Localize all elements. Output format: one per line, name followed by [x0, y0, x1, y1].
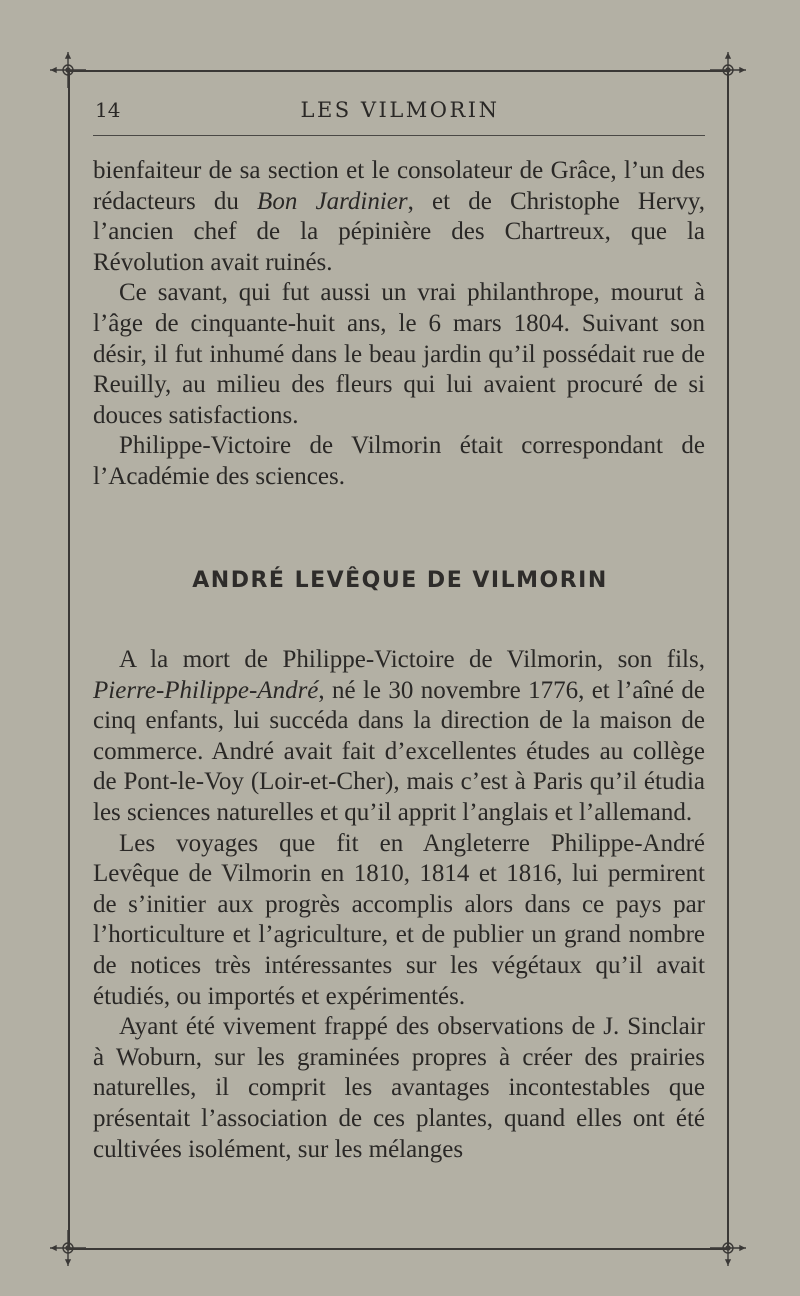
section-heading: ANDRÉ LEVÊQUE DE VILMORIN — [192, 568, 608, 593]
text-run: Ce savant, qui fut aussi un vrai philanthrope, mourut à l’âge de cinquante-huit ans, le 6 mars 1804. Suivant son désir, il fut inhumé dans le beau jardin qu’il possédait rue de Reuilly, au milieu des fleurs qui lui avaient procuré de si douces satisfactions. — [93, 279, 705, 429]
frame-bottom-rule — [68, 1248, 728, 1250]
corner-ornament-icon — [708, 50, 748, 90]
paragraph — [93, 829, 705, 1013]
paragraph — [93, 156, 705, 278]
frame-right-rule — [727, 70, 729, 1248]
page-number: 14 — [95, 98, 121, 122]
text-run: Ayant été vivement frappé des observations de J. Sinclair à Woburn, sur les graminées propres à créer des prairies naturelles, il comprit les avantages incontestables que présentait l’association de ces plantes, quand elles ont été cultivées isolément, sur les mélanges — [93, 1013, 705, 1163]
paragraph — [93, 431, 705, 492]
body-text-top — [93, 156, 705, 493]
paragraph — [93, 645, 705, 829]
text-run: , né le 30 novembre 1776, et l’aîné de cinq enfants, lui succéda dans la direction de la maison de commerce. André avait fait d’excellentes études au collège de Pont-le-Voy (Loir-et-Cher), mais c’est à Paris qu’il étudia les sciences naturelles et qu’il apprit l’anglais et l’allemand. — [93, 676, 705, 826]
text-run: A la mort de Philippe-Victoire de Vilmorin, son fils, — [119, 646, 705, 673]
body-text-bottom — [93, 645, 705, 1165]
running-title: LES VILMORIN — [300, 98, 500, 122]
paragraph — [93, 278, 705, 431]
text-run: , et de Christophe Hervy, l’ancien chef de la pépinière des Chartreux, que la Révolution avait ruinés. — [93, 187, 705, 276]
paragraph — [93, 1012, 705, 1165]
text-run: Philippe-Victoire de Vilmorin était correspondant de l’Académie des sciences. — [93, 432, 705, 490]
corner-ornament-icon — [48, 50, 88, 90]
text-run: Les voyages que fit en Angleterre Philippe-André Levêque de Vilmorin en 1810, 1814 et 1816, lui permirent de s’initier aux progrès accomplis alors dans ce pays par l’horticulture et l’agriculture, et de publier un grand nombre de notices très intéressantes sur les végétaux qu’il avait étudiés, ou importés et expérimentés. — [93, 829, 705, 1010]
corner-ornament-icon — [48, 1228, 88, 1268]
frame-top-rule — [68, 70, 728, 72]
corner-ornament-icon — [708, 1228, 748, 1268]
header-rule — [93, 135, 705, 136]
italic-run: Pierre-Philippe-André — [93, 676, 319, 704]
text-run: bienfaiteur de sa section et le consolateur de Grâce, l’un des rédacteurs du — [93, 157, 705, 215]
frame-left-rule — [68, 70, 70, 1248]
italic-run: Bon Jardinier — [257, 187, 408, 215]
